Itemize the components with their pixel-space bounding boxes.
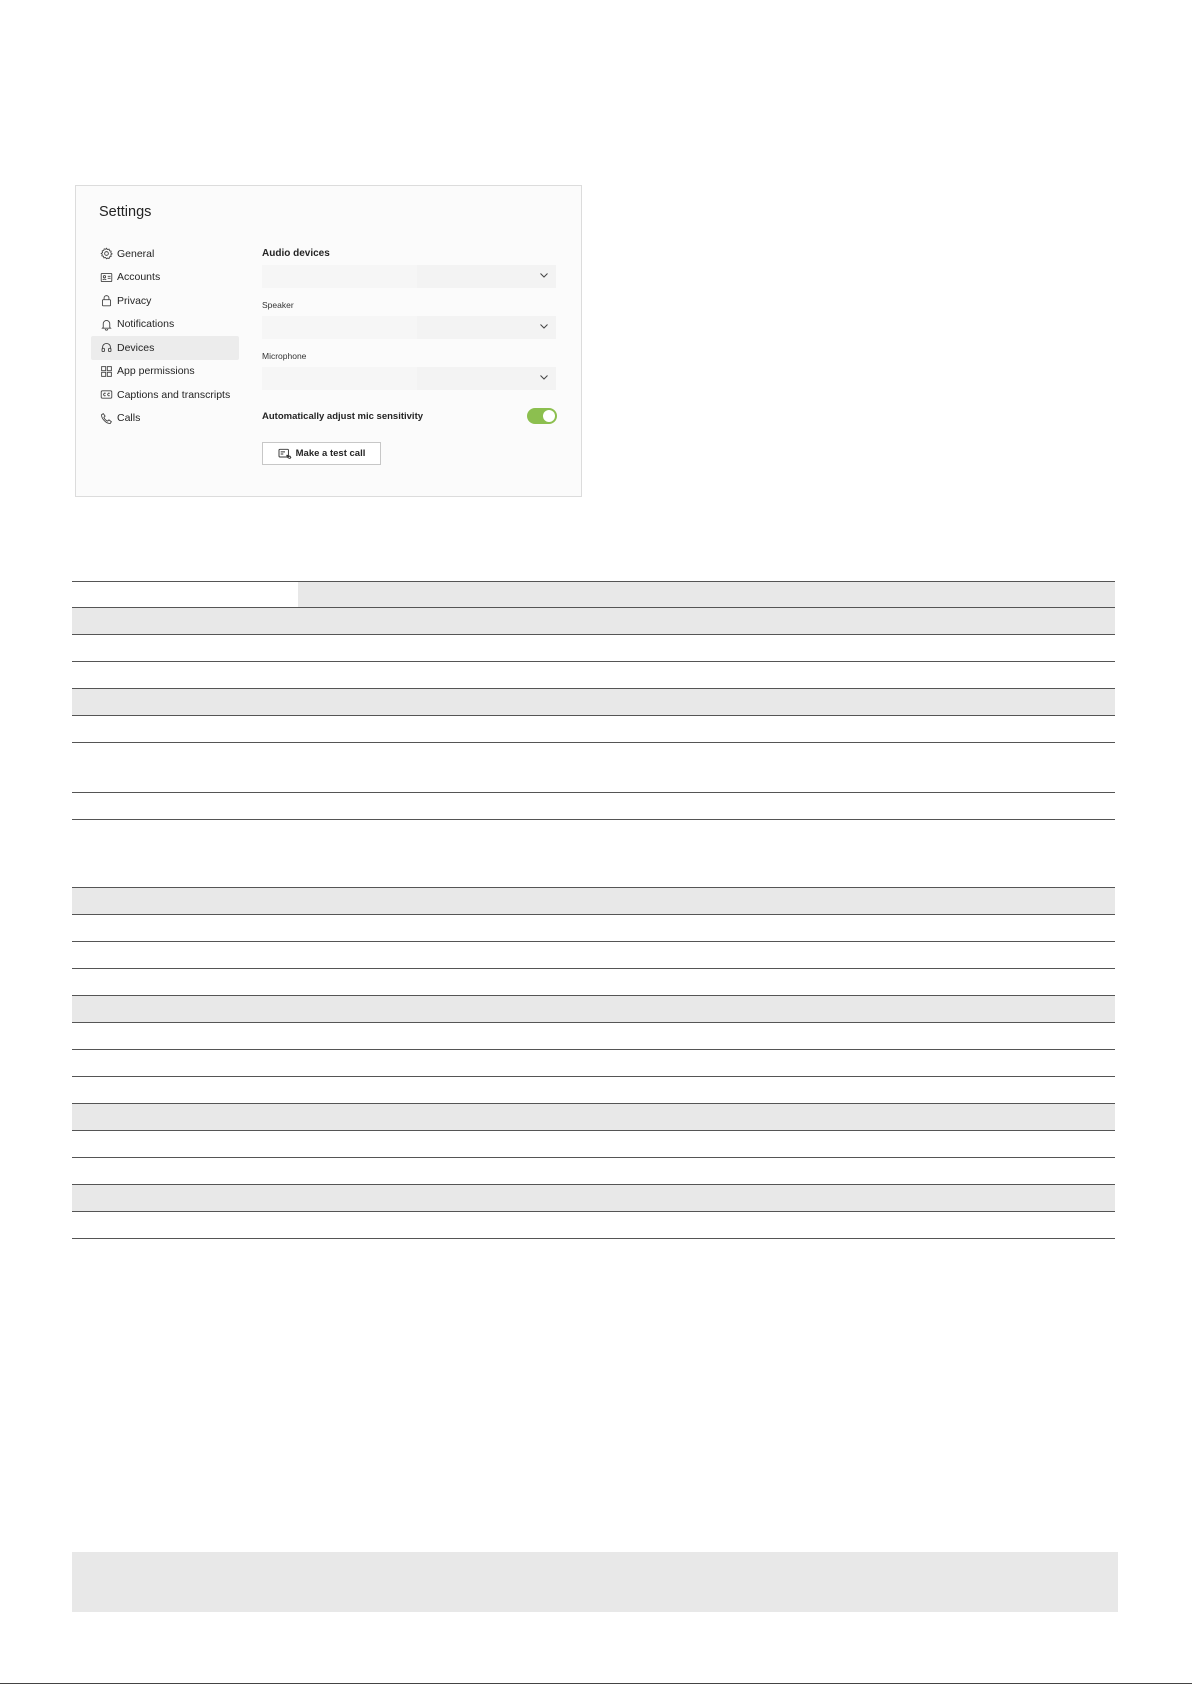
nav-item-label: Privacy: [117, 294, 152, 307]
nav-item-label: Devices: [117, 341, 155, 354]
footer-banner: [72, 1552, 1118, 1612]
table-row: [72, 743, 1115, 793]
table-row: [72, 1023, 1115, 1050]
account-card-icon: [99, 270, 113, 284]
table-row: [72, 635, 1115, 662]
data-table: [72, 581, 1115, 1239]
nav-item-general[interactable]: [91, 242, 239, 266]
dropdown-value: [262, 265, 417, 288]
settings-nav: [91, 242, 239, 430]
make-test-call-button[interactable]: [262, 442, 381, 465]
page-bottom-rule: [0, 1683, 1192, 1684]
table-row: [72, 1185, 1115, 1212]
table-row: [72, 820, 1115, 888]
headset-icon: [99, 341, 113, 355]
table-row: [72, 716, 1115, 743]
nav-item-label: Calls: [117, 412, 141, 425]
table-row: [72, 888, 1115, 915]
table-row: [72, 1077, 1115, 1104]
gear-icon: [99, 247, 113, 261]
nav-item-devices[interactable]: [91, 336, 239, 360]
microphone-label: Microphone: [262, 351, 307, 361]
auto-adjust-row: [262, 408, 557, 428]
table-row: [72, 662, 1115, 689]
nav-item-calls[interactable]: [91, 407, 239, 431]
speaker-label: Speaker: [262, 300, 294, 310]
table-row: [72, 1104, 1115, 1131]
speaker-dropdown[interactable]: [262, 316, 556, 339]
test-call-icon: [278, 448, 292, 460]
nav-item-label: App permissions: [117, 365, 195, 378]
bell-icon: [99, 317, 113, 331]
nav-item-privacy[interactable]: [91, 289, 239, 313]
nav-item-label: General: [117, 247, 155, 260]
microphone-dropdown[interactable]: [262, 367, 556, 390]
apps-grid-icon: [99, 364, 113, 378]
dropdown-value: [262, 367, 417, 390]
lock-icon: [99, 294, 113, 308]
auto-adjust-toggle[interactable]: [527, 408, 557, 424]
chevron-down-icon: [538, 320, 550, 332]
table-row: [72, 996, 1115, 1023]
table-header-cell: [298, 582, 1115, 607]
nav-item-label: Notifications: [117, 318, 175, 331]
devices-panel: [262, 248, 557, 465]
nav-item-captions-and-transcripts[interactable]: [91, 383, 239, 407]
nav-item-app-permissions[interactable]: [91, 360, 239, 384]
table-row: [72, 1158, 1115, 1185]
nav-item-accounts[interactable]: [91, 266, 239, 290]
captions-icon: [99, 388, 113, 402]
table-row: [72, 1212, 1115, 1239]
table-row: [72, 915, 1115, 942]
table-row: [72, 608, 1115, 635]
table-row: [72, 793, 1115, 820]
dropdown-value: [262, 316, 417, 339]
table-row: [72, 969, 1115, 996]
settings-title: Settings: [99, 204, 152, 220]
auto-adjust-label: Automatically adjust mic sensitivity: [262, 411, 424, 422]
nav-item-label: Captions and transcripts: [117, 388, 231, 401]
nav-item-notifications[interactable]: [91, 313, 239, 337]
table-row: [72, 689, 1115, 716]
table-row: [72, 1131, 1115, 1158]
make-test-call-label: Make a test call: [295, 448, 366, 459]
chevron-down-icon: [538, 371, 550, 383]
table-row: [72, 1050, 1115, 1077]
nav-item-label: Accounts: [117, 271, 161, 284]
audio-devices-heading: Audio devices: [262, 248, 330, 259]
settings-window: [75, 185, 582, 497]
table-header-row: [72, 581, 1115, 608]
table-row: [72, 942, 1115, 969]
chevron-down-icon: [538, 269, 550, 281]
phone-icon: [99, 411, 113, 425]
audio-devices-dropdown[interactable]: [262, 265, 556, 288]
toggle-knob: [543, 410, 555, 422]
